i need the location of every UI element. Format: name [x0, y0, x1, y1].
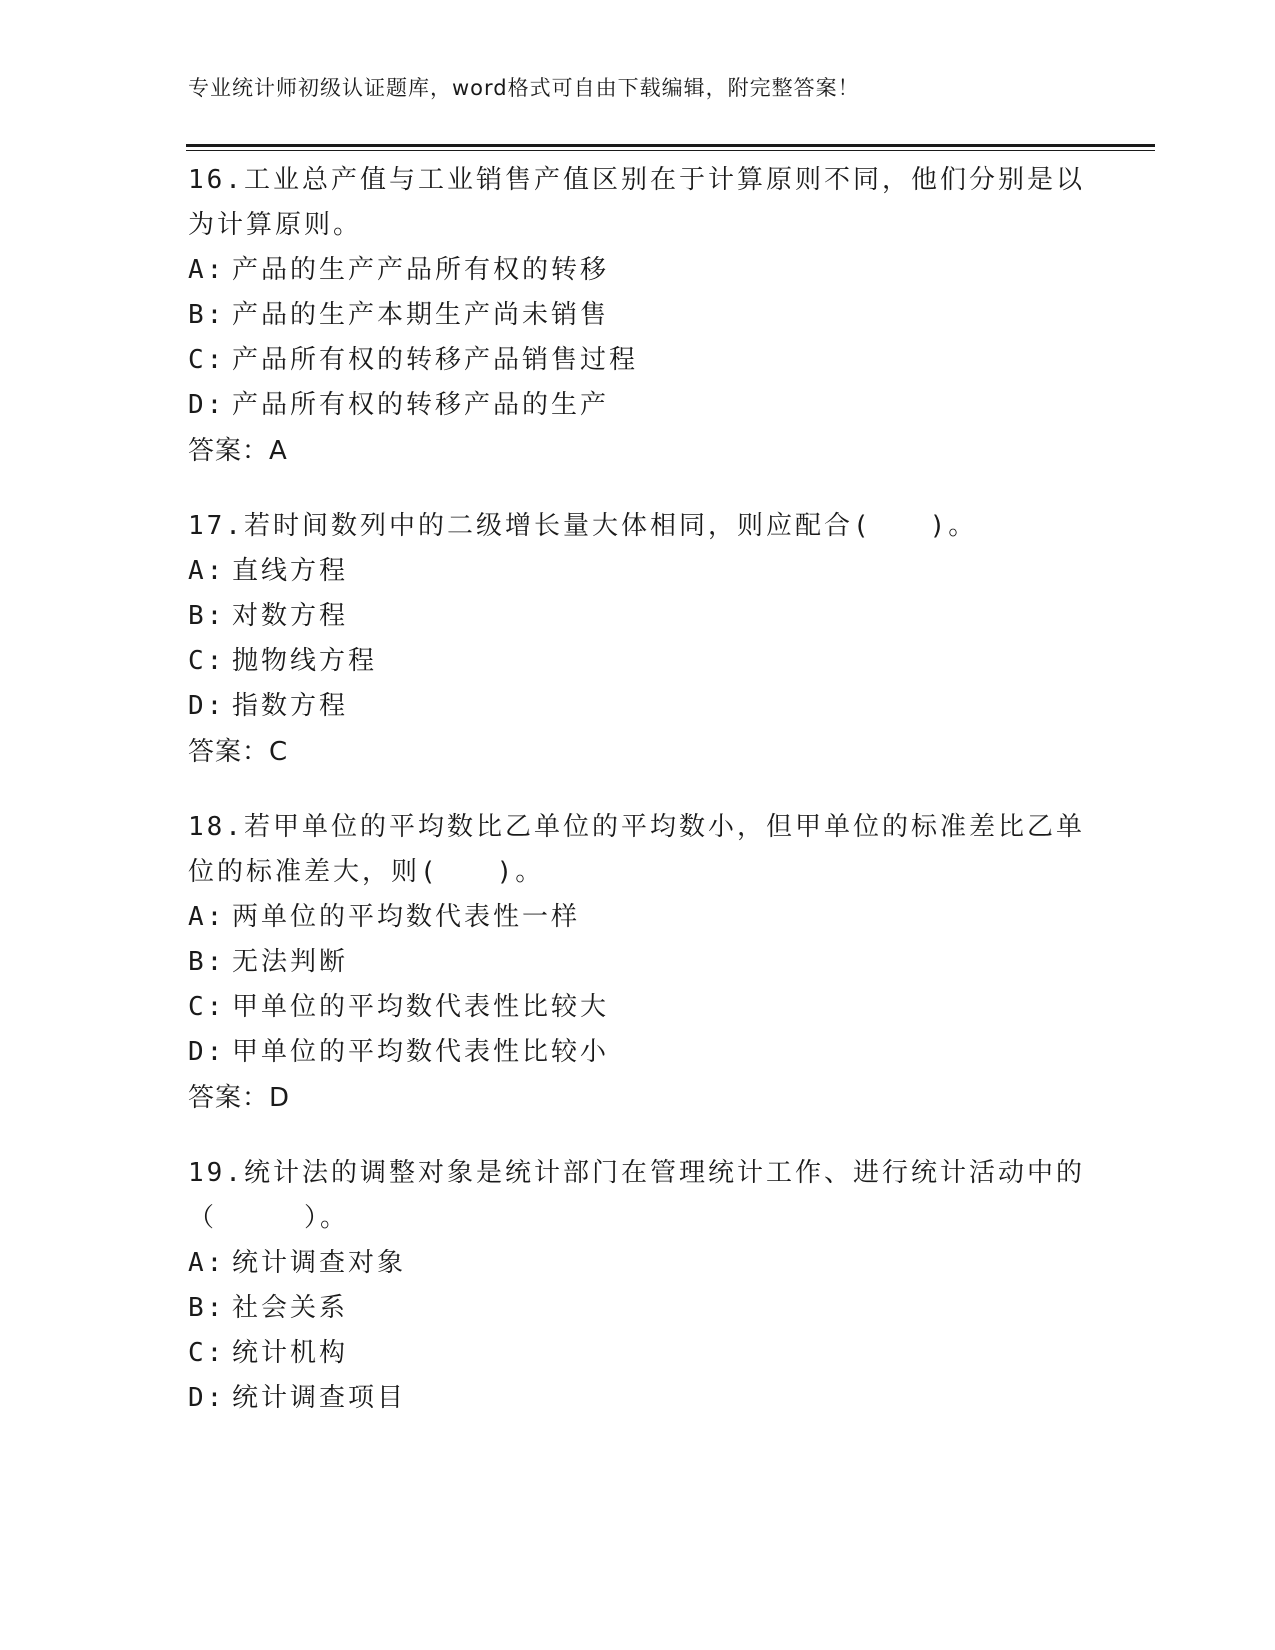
option-letter: A: [188, 556, 226, 586]
option-letter: A: [188, 902, 226, 932]
option-letter: B: [188, 947, 226, 977]
option-letter: C: [188, 1338, 226, 1368]
option-c [188, 985, 1088, 1030]
question-17 [188, 504, 1088, 775]
option-letter: B: [188, 601, 226, 631]
option-text: 社会关系 [232, 1293, 349, 1323]
option-text: 统计调查项目 [232, 1383, 407, 1413]
option-letter: A: [188, 255, 226, 285]
option-text: 抛物线方程 [232, 646, 378, 676]
question-text: 16.工业总产值与工业销售产值区别在于计算原则不同，他们分别是以为计算原则。 [188, 165, 1085, 240]
option-b [188, 594, 1088, 639]
option-letter: D: [188, 1383, 226, 1413]
option-text: 甲单位的平均数代表性比较小 [232, 1037, 610, 1067]
option-letter: D: [188, 691, 226, 721]
question-16 [188, 158, 1088, 474]
option-text: 直线方程 [232, 556, 349, 586]
option-text: 甲单位的平均数代表性比较大 [232, 992, 610, 1022]
option-b [188, 293, 1088, 338]
option-c [188, 338, 1088, 383]
question-19 [188, 1151, 1088, 1421]
header-divider-thick [186, 144, 1155, 147]
option-a [188, 895, 1088, 940]
option-letter: D: [188, 1037, 226, 1067]
option-letter: B: [188, 300, 226, 330]
option-letter: C: [188, 992, 226, 1022]
option-b [188, 1286, 1088, 1331]
option-a [188, 1241, 1088, 1286]
option-text: 对数方程 [232, 601, 349, 631]
option-text: 无法判断 [232, 947, 349, 977]
option-text: 产品所有权的转移产品的生产 [232, 390, 610, 420]
option-text: 两单位的平均数代表性一样 [232, 902, 581, 932]
option-text: 指数方程 [232, 691, 349, 721]
option-d [188, 1376, 1088, 1421]
option-text: 产品的生产本期生产尚未销售 [232, 300, 610, 330]
option-text: 产品所有权的转移产品销售过程 [232, 345, 639, 375]
option-d [188, 383, 1088, 428]
page-header: 专业统计师初级认证题库，word格式可自由下载编辑，附完整答案！ [188, 76, 860, 100]
answer: 答案：A [188, 436, 288, 466]
option-text: 产品的生产产品所有权的转移 [232, 255, 610, 285]
option-a [188, 549, 1088, 594]
option-letter: C: [188, 646, 226, 676]
option-c [188, 1331, 1088, 1376]
option-d [188, 1030, 1088, 1075]
option-text: 统计机构 [232, 1338, 349, 1368]
option-b [188, 940, 1088, 985]
option-a [188, 248, 1088, 293]
question-list [188, 158, 1088, 1451]
answer: 答案：C [188, 737, 289, 767]
option-letter: A: [188, 1248, 226, 1278]
option-text: 统计调查对象 [232, 1248, 407, 1278]
question-text: 17.若时间数列中的二级增长量大体相同，则应配合( )。 [188, 511, 978, 541]
header-divider-thin [186, 150, 1155, 151]
option-d [188, 684, 1088, 729]
option-letter: B: [188, 1293, 226, 1323]
option-letter: D: [188, 390, 226, 420]
question-18 [188, 805, 1088, 1121]
question-text: 18.若甲单位的平均数比乙单位的平均数小，但甲单位的标准差比乙单位的标准差大，则( )。 [188, 812, 1085, 887]
option-letter: C: [188, 345, 226, 375]
option-c [188, 639, 1088, 684]
answer: 答案：D [188, 1083, 291, 1113]
question-text: 19.统计法的调整对象是统计部门在管理统计工作、进行统计活动中的（ ）。 [188, 1158, 1085, 1233]
